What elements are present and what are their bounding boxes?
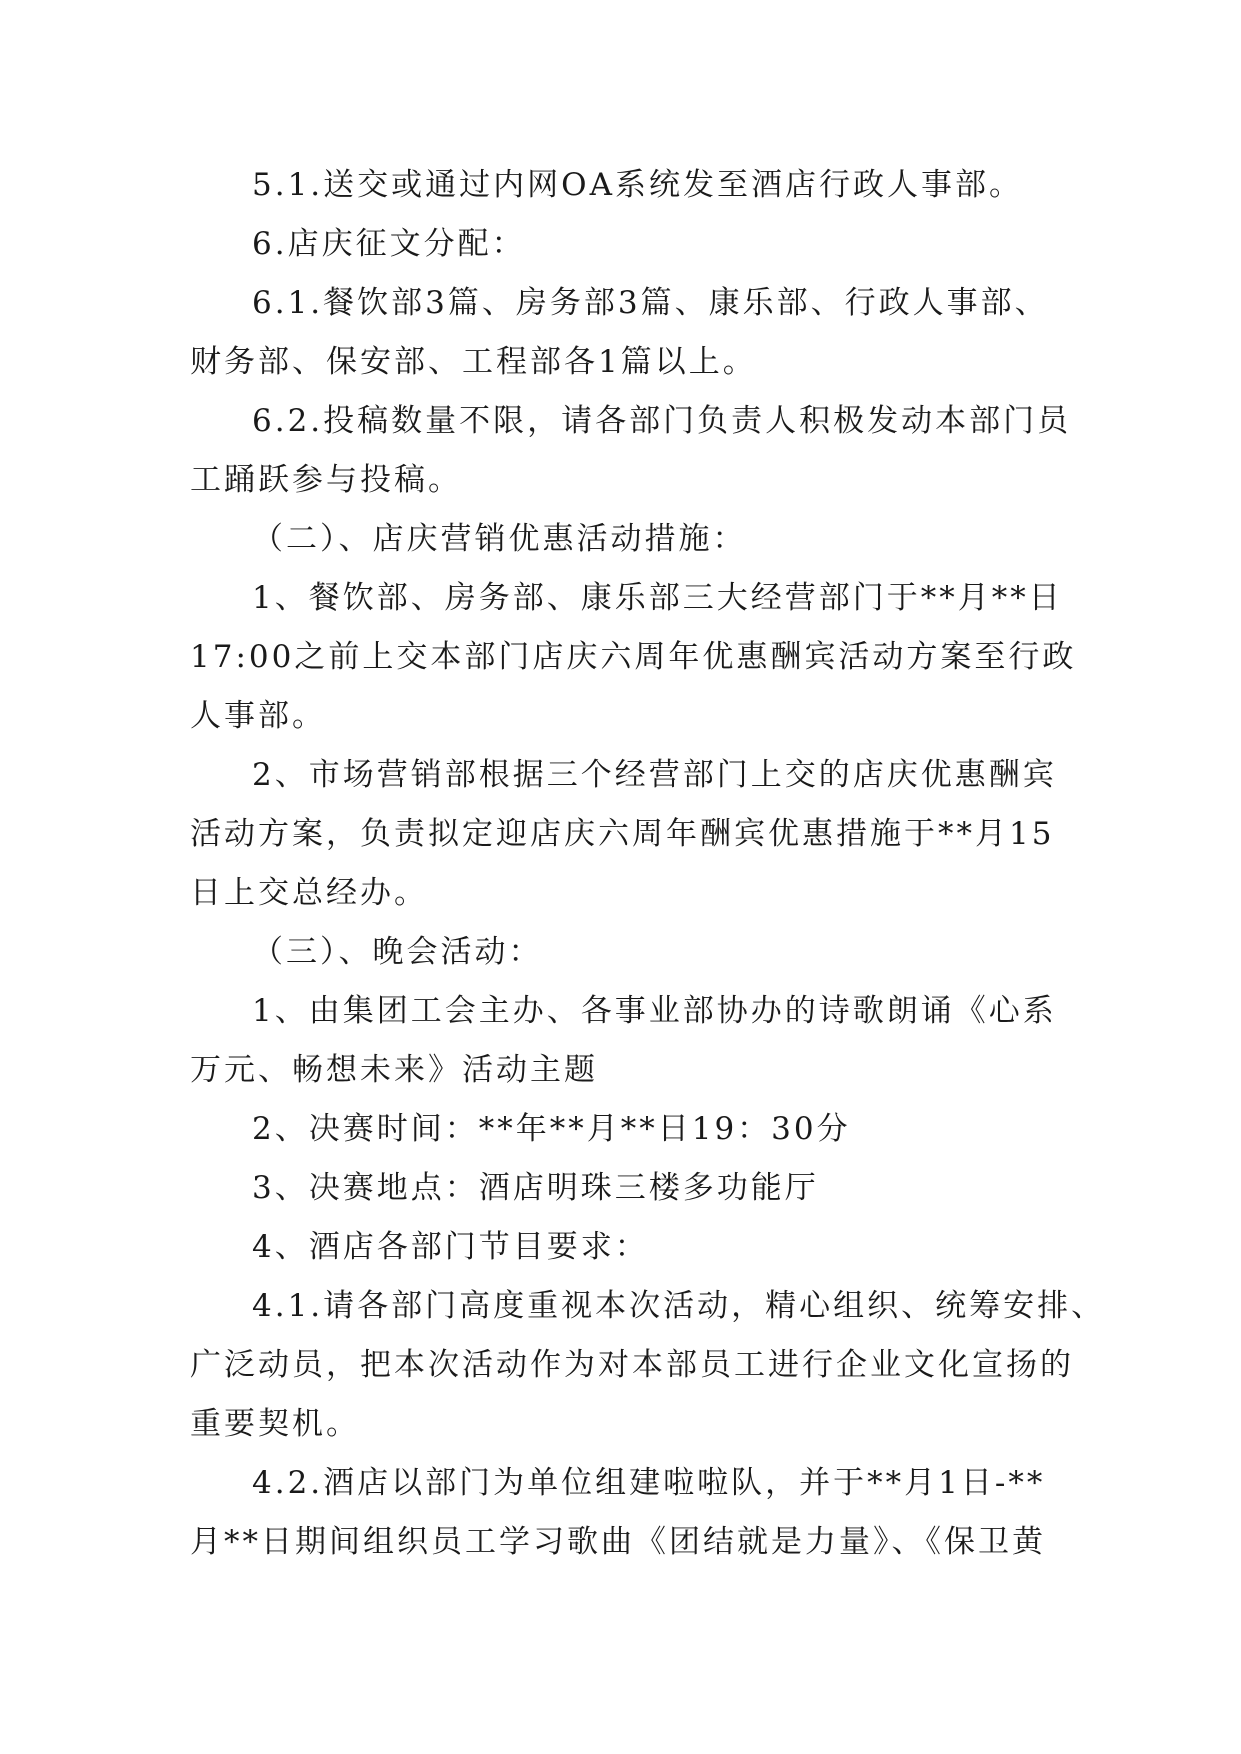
text-line: 万元、畅想未来》活动主题 xyxy=(190,1052,598,1088)
text-line: 6.2.投稿数量不限，请各部门负责人积极发动本部门员 xyxy=(252,403,1072,439)
text-line: 财务部、保安部、工程部各1篇以上。 xyxy=(190,344,757,380)
text-line: 17:00之前上交本部门店庆六周年优惠酬宾活动方案至行政 xyxy=(190,639,1077,675)
text-line: 4、酒店各部门节目要求： xyxy=(252,1229,649,1265)
text-line: 1、餐饮部、房务部、康乐部三大经营部门于**月**日 xyxy=(252,580,1063,616)
text-line: 2、决赛时间：**年**月**日19：30分 xyxy=(252,1111,851,1147)
text-line: 人事部。 xyxy=(190,698,326,734)
text-line: 4.2.酒店以部门为单位组建啦啦队，并于**月1日-** xyxy=(252,1465,1046,1501)
text-line: 6.店庆征文分配： xyxy=(252,226,526,262)
text-line: 广泛动员，把本次活动作为对本部员工进行企业文化宣扬的 xyxy=(190,1347,1074,1383)
text-line: 月**日期间组织员工学习歌曲《团结就是力量》、《保卫黄 xyxy=(190,1524,1046,1560)
text-line: 2、市场营销部根据三个经营部门上交的店庆优惠酬宾 xyxy=(252,757,1057,793)
text-line: 5.1.送交或通过内网OA系统发至酒店行政人事部。 xyxy=(252,167,1023,203)
section-heading: （三）、晚会活动： xyxy=(252,934,543,970)
text-line: 工踊跃参与投稿。 xyxy=(190,462,462,498)
text-line: 6.1.餐饮部3篇、房务部3篇、康乐部、行政人事部、 xyxy=(252,285,1049,321)
text-line: 重要契机。 xyxy=(190,1406,360,1442)
section-heading: （二）、店庆营销优惠活动措施： xyxy=(252,521,747,557)
text-line: 4.1.请各部门高度重视本次活动，精心组织、统筹安排、 xyxy=(252,1288,1106,1324)
text-line: 活动方案，负责拟定迎店庆六周年酬宾优惠措施于**月15 xyxy=(190,816,1055,852)
text-line: 1、由集团工会主办、各事业部协办的诗歌朗诵《心系 xyxy=(252,993,1057,1029)
text-line: 3、决赛地点：酒店明珠三楼多功能厅 xyxy=(252,1170,819,1206)
text-line: 日上交总经办。 xyxy=(190,875,428,911)
